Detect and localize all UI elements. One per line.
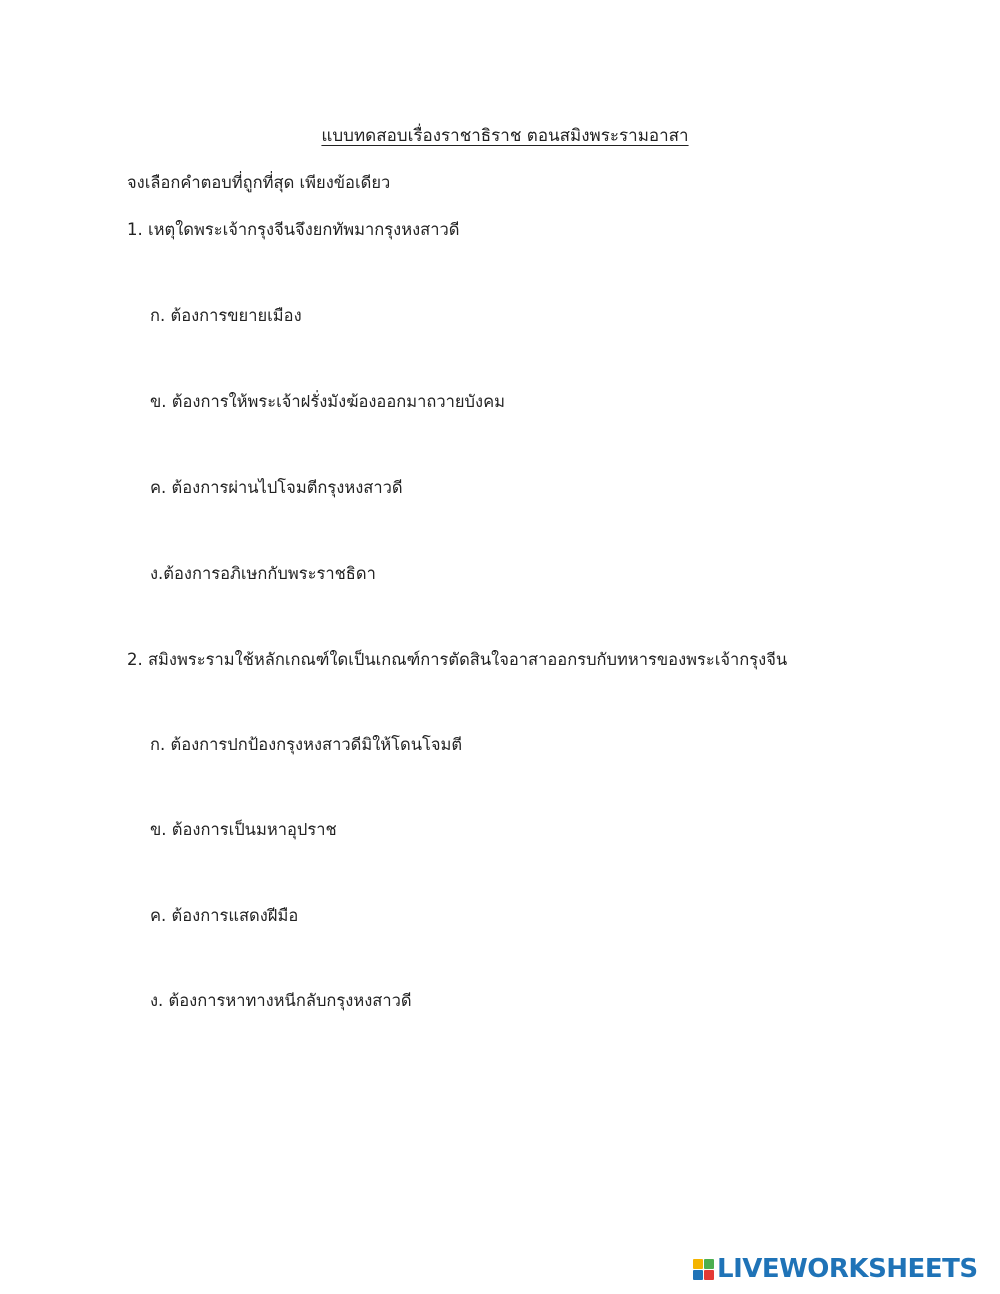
question-1-option-c[interactable]: ค. ต้องการผ่านไปโจมตีกรุงหงสาวดี [150, 478, 403, 497]
question-1-option-b[interactable]: ข. ต้องการให้พระเจ้าฝรั่งมังฆ้องออกมาถวายบังคม [150, 392, 505, 411]
question-2-option-c[interactable]: ค. ต้องการแสดงฝีมือ [150, 906, 299, 925]
question-2-option-d[interactable]: ง. ต้องการหาทางหนีกลับกรุงหงสาวดี [150, 991, 412, 1010]
question-1-option-d[interactable]: ง.ต้องการอภิเษกกับพระราชธิดา [150, 564, 376, 583]
question-1-text: 1. เหตุใดพระเจ้ากรุงจีนจึงยกทัพมากรุงหงสาวดี [127, 220, 460, 239]
question-2-option-a[interactable]: ก. ต้องการปกป้องกรุงหงสาวดีมิให้โดนโจมตี [150, 735, 463, 754]
logo-wordmark: LIVEWORKSHEETS [717, 1254, 978, 1284]
logo-mark-icon [693, 1259, 714, 1280]
instruction-text: จงเลือกคำตอบที่ถูกที่สุด เพียงข้อเดียว [127, 173, 391, 192]
question-1-option-a[interactable]: ก. ต้องการขยายเมือง [150, 306, 302, 325]
question-2-text: 2. สมิงพระรามใช้หลักเกณฑ์ใดเป็นเกณฑ์การตัดสินใจอาสาออกรบกับทหารของพระเจ้ากรุงจีน [127, 650, 788, 669]
worksheet-title: แบบทดสอบเรื่องราชาธิราช ตอนสมิงพระรามอาสา [321, 126, 689, 146]
liveworksheets-logo [693, 1254, 978, 1284]
question-2-option-b[interactable]: ข. ต้องการเป็นมหาอุปราช [150, 820, 337, 839]
